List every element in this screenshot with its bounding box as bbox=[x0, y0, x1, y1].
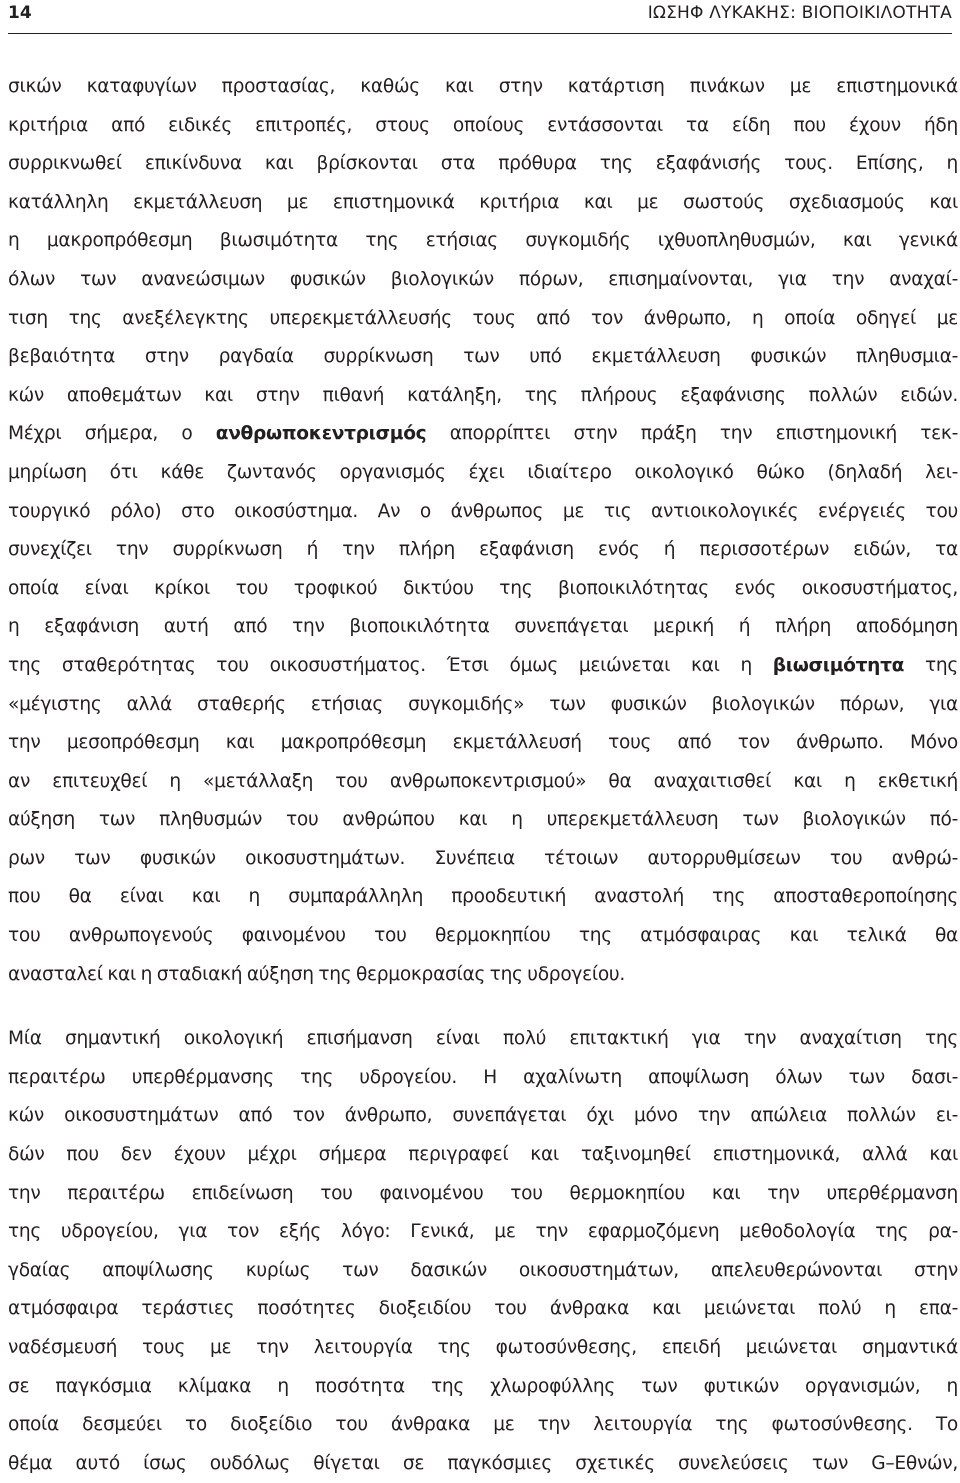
text-line: περαιτέρω υπερθέρμανσης της υδρογείου. Η αχαλίνωτη αποψίλωση όλων των δασι- bbox=[8, 1066, 958, 1088]
text-line: η μακροπρόθεσμη βιωσιμότητα της ετήσιας συγκομιδής ιχθυοπληθυσμών, και γενικά bbox=[8, 230, 958, 252]
text-line: τουργικό ρόλο) στο οικοσύστημα. Αν ο άνθρωπος με τις αντιοικολογικές ενέργειές του bbox=[8, 500, 958, 522]
text-line: αύξηση των πληθυσμών του ανθρώπου και η υπερεκμετάλλευση των βιολογικών πό- bbox=[8, 809, 958, 831]
text-line: του ανθρωπογενούς φαινομένου του θερμοκηπίου της ατμόσφαιρας και τελικά θα bbox=[8, 925, 958, 947]
text-line: δών που δεν έχουν μέχρι σήμερα περιγραφεί και ταξινομηθεί επιστημονικά, αλλά και bbox=[8, 1144, 958, 1166]
text-line: όλων των ανανεώσιμων φυσικών βιολογικών πόρων, επισημαίνονται, για την αναχαί- bbox=[8, 268, 958, 290]
text-line bbox=[8, 415, 958, 454]
page-header bbox=[8, 0, 952, 34]
text-line: την περαιτέρω επιδείνωση του φαινομένου του θερμοκηπίου και την υπερθέρμανση bbox=[8, 1182, 958, 1204]
running-head: ΙΩΣΗΦ ΛΥΚΑΚΗΣ: ΒΙΟΠΟΙΚΙΛΟΤΗΤΑ bbox=[647, 3, 952, 23]
paragraph-1 bbox=[8, 68, 958, 994]
text-line: που θα είναι και η συμπαράλληλη προοδευτική αναστολή της αποσταθεροποίησης bbox=[8, 886, 958, 908]
text-line: ναδέσμευσή τους με την λειτουργία της φωτοσύνθεσης, επειδή μειώνεται σημαντικά bbox=[8, 1337, 958, 1358]
text-line: γδαίας αποψίλωσης κυρίως των δασικών οικοσυστημάτων, απελευθερώνονται στην bbox=[8, 1259, 958, 1281]
text-line: ανασταλεί και η σταδιακή αύξηση της θερμοκρασίας της υδρογείου. bbox=[8, 963, 625, 985]
body-text bbox=[8, 68, 958, 1483]
text-line: κών οικοσυστημάτων από τον άνθρωπο, συνεπάγεται όχι μόνο την απώλεια πολλών ει- bbox=[8, 1105, 958, 1127]
page-number: 14 bbox=[8, 3, 32, 23]
text-line: μηρίωση ότι κάθε ζωντανός οργανισμός έχει ιδιαίτερο οικολογικό θώκο (δηλαδή λει- bbox=[8, 461, 958, 483]
text-line: η εξαφάνιση αυτή από την βιοποικιλότητα συνεπάγεται μερική ή πλήρη αποδόμηση bbox=[8, 616, 958, 638]
text-line: βεβαιότητα στην ραγδαία συρρίκνωση των υπό εκμετάλλευση φυσικών πληθυσμια- bbox=[8, 346, 958, 368]
text-line: ρων των φυσικών οικοσυστημάτων. Συνέπεια τέτοιων αυτορρυθμίσεων του ανθρώ- bbox=[8, 847, 958, 869]
text-line: ατμόσφαιρα τεράστιες ποσότητες διοξειδίου του άνθρακα και μειώνεται πολύ η επα- bbox=[8, 1298, 958, 1320]
text-run: της bbox=[904, 654, 958, 676]
text-line: τιση της ανεξέλεγκτης υπερεκμετάλλευσής τους από τον άνθρωπο, η οποία οδηγεί με bbox=[8, 307, 958, 329]
bold-term-sustainability: βιωσιμότητα bbox=[772, 654, 905, 676]
text-line: οποία είναι κρίκοι του τροφικού δικτύου της βιοποικιλότητας ενός οικοσυστήματος, bbox=[8, 577, 958, 599]
text-line: κών αποθεμάτων και στην πιθανή κατάληξη, της πλήρους εξαφάνισης πολλών ειδών. bbox=[8, 384, 958, 406]
paragraph-2 bbox=[8, 1020, 958, 1483]
text-line: «μέγιστης αλλά σταθερής ετήσιας συγκομιδής» των φυσικών βιολογικών πόρων, για bbox=[8, 693, 958, 715]
text-line: συρρικνωθεί επικίνδυνα και βρίσκονται στα πρόθυρα της εξαφάνισής τους. Επίσης, η bbox=[8, 153, 958, 175]
text-line: σικών καταφυγίων προστασίας, καθώς και στην κατάρτιση πινάκων με επιστημονικά bbox=[8, 76, 958, 97]
paragraph-spacer bbox=[8, 994, 958, 1020]
text-run: της σταθερότητας του οικοσυστήματος. Έτσι όμως μειώνεται και η bbox=[8, 654, 773, 676]
bold-term-anthropocentrism: ανθρωποκεντρισμός bbox=[215, 423, 427, 445]
text-line: Μία σημαντική οικολογική επισήμανση είναι πολύ επιτακτική για την αναχαίτιση της bbox=[8, 1028, 958, 1050]
text-line: οποία δεσμεύει το διοξείδιο του άνθρακα με την λειτουργία της φωτοσύνθεσης. Το bbox=[8, 1414, 958, 1436]
text-line: κατάλληλη εκμετάλλευση με επιστημονικά κριτήρια και με σωστούς σχεδιασμούς και bbox=[8, 191, 958, 213]
text-run: Μέχρι σήμερα, ο bbox=[8, 423, 216, 445]
text-run: απορρίπτει στην πράξη την επιστημονική τεκ- bbox=[426, 423, 958, 445]
text-line: κριτήρια από ειδικές επιτροπές, στους οποίους εντάσσονται τα είδη που έχουν ήδη bbox=[8, 114, 958, 136]
text-line: της υδρογείου, για τον εξής λόγο: Γενικά, με την εφαρμοζόμενη μεθοδολογία της ρα- bbox=[8, 1221, 958, 1243]
text-line: την μεσοπρόθεσμη και μακροπρόθεσμη εκμετάλλευσή τους από τον άνθρωπο. Μόνο bbox=[8, 732, 958, 754]
text-line bbox=[8, 647, 958, 686]
text-line: συνεχίζει την συρρίκνωση ή την πλήρη εξαφάνιση ενός ή περισσοτέρων ειδών, τα bbox=[8, 539, 958, 561]
text-line: θέμα αυτό ίσως ουδόλως θίγεται σε παγκόσμιες σχετικές συνελεύσεις των G–Εθνών, bbox=[8, 1452, 958, 1474]
text-line: σε παγκόσμια κλίμακα η ποσότητα της χλωροφύλλης των φυτικών οργανισμών, η bbox=[8, 1375, 958, 1397]
text-line: αν επιτευχθεί η «μετάλλαξη του ανθρωποκεντρισμού» θα αναχαιτισθεί και η εκθετική bbox=[8, 770, 958, 792]
